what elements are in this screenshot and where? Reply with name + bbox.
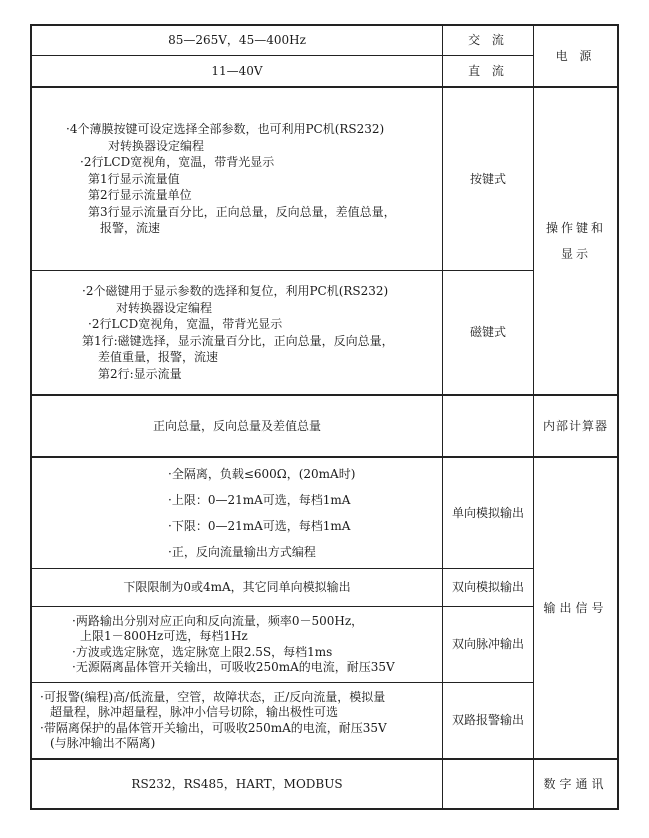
text-line: 第1行显示流量值: [88, 171, 180, 186]
text-line: ·无源隔离晶体管开关输出，可吸收250mA的电流，耐压35V: [72, 660, 395, 674]
text-line: ·2个磁键用于显示参数的选择和复位，利用PC机(RS232): [82, 284, 389, 298]
text-line: 第1行:磁键选择，显示流量百分比，正向总量，反向总量，: [82, 333, 394, 348]
dual-alarm-label: 双路报警输出: [451, 713, 524, 728]
digital-comm-value: RS232，RS485，HART，MODBUS: [131, 776, 343, 791]
text-line: ·上限：0—21mA可选，每档1mA: [168, 493, 351, 507]
text-line: ·2行LCD宽视角，宽温，带背光显示: [80, 155, 275, 170]
text-line: 上限1－800Hz可选，每档1Hz: [80, 629, 248, 643]
power-ac-value: 85—265V，45—400Hz: [168, 33, 306, 48]
power-group-label: 电 源: [555, 48, 596, 63]
text-line: ·4个薄膜按键可设定选择全部参数，也可利用PC机(RS232): [66, 122, 385, 137]
text-line: 第2行显示流量单位: [88, 188, 192, 203]
magnetic-type-label: 磁键式: [469, 325, 506, 340]
internal-calc-label: 内部计算器: [542, 418, 608, 433]
button-type-label: 按键式: [469, 171, 506, 186]
output-group-label: 输出信号: [543, 600, 608, 615]
text-line: 差值重量，报警，流速: [98, 350, 219, 364]
text-line: ·带隔离保护的晶体管开关输出，可吸收250mA的电流，耐压35V: [40, 720, 387, 735]
text-line: 第3行显示流量百分比，正向总量，反向总量，差值总量，: [88, 204, 396, 219]
text-line: 超量程，脉冲超量程，脉冲小信号切除，输出极性可选: [50, 705, 339, 719]
button-type-description: [32, 88, 442, 270]
dual-alarm-lines: [40, 690, 387, 752]
rule: [30, 808, 618, 810]
text-line: (与脉冲输出不隔离): [50, 736, 156, 750]
text-line: ·下限：0—21mA可选，每档1mA: [168, 519, 351, 533]
bi-pulse-label: 双向脉冲输出: [451, 637, 524, 652]
digital-comm-label: 数字通讯: [543, 776, 608, 791]
text-line: ·2行LCD宽视角，宽温，带背光显示: [88, 317, 283, 331]
bi-pulse-lines: [72, 614, 395, 676]
bi-pulse-description: [32, 607, 442, 682]
dual-alarm-description: [32, 683, 442, 758]
bi-analog-label: 双向模拟输出: [451, 580, 524, 595]
magnetic-type-lines: [82, 283, 394, 382]
text-line: ·全隔离，负载≤600Ω，(20mA时): [168, 467, 356, 481]
text-line: ·正，反向流量输出方式编程: [168, 545, 316, 559]
single-analog-description: [32, 458, 442, 568]
text-line: ·方波或选定脉宽，选定脉宽上限2.5S，每档1ms: [72, 644, 333, 659]
bi-analog-value: 下限限制为0或4mA，其它同单向模拟输出: [123, 580, 351, 595]
rule: [617, 24, 619, 810]
power-ac-label: 交 流: [468, 33, 508, 48]
single-analog-label: 单向模拟输出: [451, 505, 524, 520]
text-line: 对转换器设定编程: [116, 300, 213, 315]
power-dc-value: 11—40V: [211, 63, 263, 78]
text-line: ·两路输出分别对应正向和反向流量，频率0－500Hz，: [72, 613, 364, 628]
text-line: 报警，流速: [100, 221, 161, 236]
operation-group-label: 操作键和显示: [546, 221, 607, 261]
magnetic-type-description: [32, 271, 442, 394]
single-analog-lines: [168, 461, 355, 565]
text-line: 第2行:显示流量: [98, 366, 182, 381]
button-type-lines: [66, 121, 396, 237]
power-dc-label: 直 流: [468, 63, 508, 78]
text-line: 对转换器设定编程: [108, 138, 205, 153]
internal-calc-value: 正向总量，反向总量及差值总量: [152, 418, 321, 433]
text-line: ·可报警(编程)高/低流量，空管，故障状态，正/反向流量，模拟量: [40, 689, 386, 704]
